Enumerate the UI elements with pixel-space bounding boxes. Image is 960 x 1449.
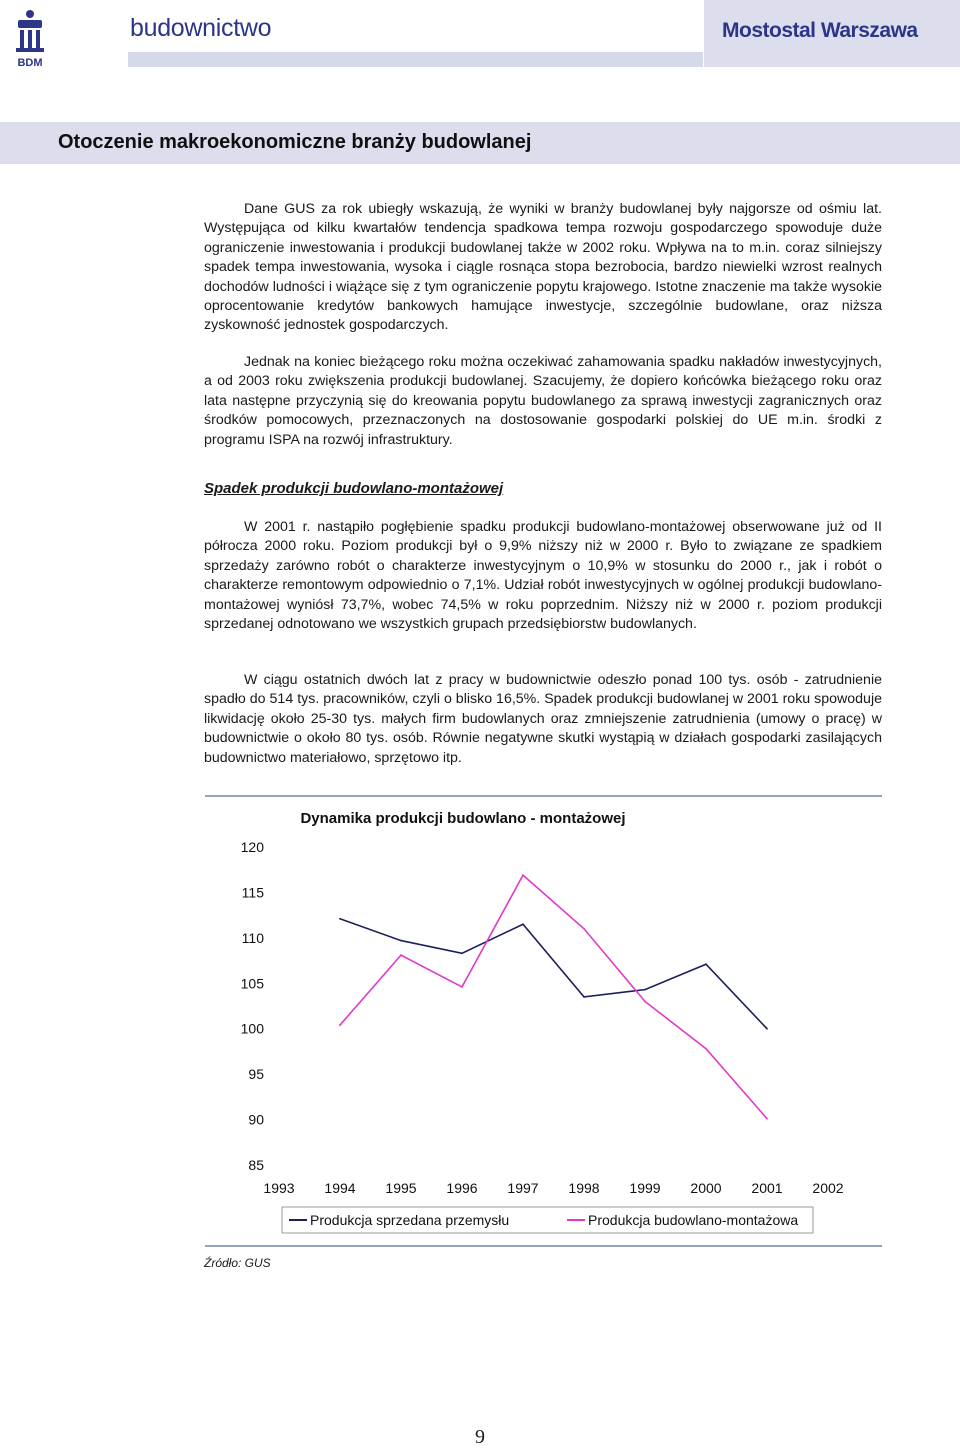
source-note: Źródło: GUS: [204, 1256, 271, 1270]
y-tick-label: 90: [248, 1111, 264, 1128]
subsection-title: Spadek produkcji budowlano-montażowej: [204, 480, 504, 497]
x-tick-label: 1999: [629, 1180, 661, 1196]
data-point: [766, 1118, 768, 1120]
header-company-title: Mostostal Warszawa: [722, 19, 918, 42]
x-tick-label: 1994: [324, 1180, 356, 1196]
data-point: [461, 986, 463, 988]
x-tick-label: 2001: [751, 1180, 783, 1196]
series-line-2: [340, 875, 767, 1118]
paragraph-text: W ciągu ostatnich dwóch lat z pracy w budownictwie odeszło ponad 100 tys. osób - zatrudnienie spadło do 514 tys. pracowników, czyli o blisko 16,5%. Spadek produkcji budowlanej w 2001 roku spowoduje likwidację około 25-30 tys. małych firm budowlanych oraz zmniejszenie zatrudnienia (umowy o pracę) w budownictwie o około 80 tys. osób. Równie negatywne skutki wystąpią w działach gospodarki zasilających budownictwo materiałowo, sprzętowo itp.: [204, 672, 882, 766]
data-point: [644, 989, 646, 991]
x-tick-label: 2002: [812, 1180, 844, 1196]
chart-bottom-rule: [205, 1245, 882, 1247]
x-tick-label: 1995: [385, 1180, 417, 1196]
data-point: [522, 923, 524, 925]
header-band: [128, 52, 703, 67]
line-chart: [205, 798, 882, 1243]
data-point: [644, 1001, 646, 1003]
y-tick-label: 115: [241, 884, 264, 901]
series-line-1: [340, 919, 767, 1029]
x-tick-label: 1998: [568, 1180, 600, 1196]
chart-top-rule: [205, 795, 882, 797]
y-tick-label: 85: [248, 1157, 264, 1173]
data-point: [339, 918, 341, 920]
data-point: [400, 940, 402, 942]
y-tick-label: 120: [240, 839, 264, 855]
data-point: [583, 996, 585, 998]
data-point: [583, 928, 585, 930]
y-tick-label: 95: [248, 1066, 264, 1083]
x-tick-label: 1993: [263, 1180, 295, 1196]
data-point: [461, 952, 463, 954]
paragraph-text: Dane GUS za rok ubiegły wskazują, że wyniki w branży budowlanej były najgorsze od ośmiu lat. Występująca od kilku kwartałów tendencja spadkowa tempa rozwoju gospodarczego spowoduje duże ograniczenie inwestowania i produkcji budowlanej także w 2002 roku. Wpływa na to m.in. coraz silniejszy spadek tempa inwestowania, wysoka i ciągle rosnąca stopa bezrobocia, bardzo niewielki wzrost realnych dochodów ludności i wiążące się z tym ograniczenie popytu krajowego. Istotne znaczenie ma także wysokie oprocentowanie kredytów bankowych hamujące inwestycje, szczególnie budowlane, oraz niższa zyskowność jednostek gospodarczych.: [204, 201, 882, 334]
data-point: [705, 963, 707, 965]
section-title: Otoczenie makroekonomiczne branży budowlanej: [58, 131, 532, 153]
legend-label: Produkcja sprzedana przemysłu: [310, 1212, 510, 1228]
paragraph: [204, 518, 882, 634]
data-point: [400, 954, 402, 956]
paragraph: [204, 353, 882, 450]
paragraph-text: Jednak na koniec bieżącego roku można oczekiwać zahamowania spadku nakładów inwestycyjnych, a od 2003 roku zwiększenia produkcji budowlanej. Szacujemy, że dopiero końcówka bieżącego roku oraz lata następne przyczynią się do kreowania popytu budowlanego za sprawą inwestycji zagranicznych oraz środków pomocowych, przeznaczonych na dostosowanie gospodarki polskiej do UE m.in. środki z programu ISPA na rozwój infrastruktury.: [204, 354, 882, 448]
logo-text: BDM: [17, 57, 43, 69]
x-tick-label: 2000: [690, 1180, 722, 1196]
x-tick-label: 1997: [507, 1180, 539, 1196]
y-tick-label: 100: [240, 1020, 264, 1037]
paragraph: [204, 671, 882, 768]
y-tick-label: 105: [240, 975, 264, 992]
paragraph-text: W 2001 r. nastąpiło pogłębienie spadku produkcji budowlano-montażowej obserwowane już od II półrocza 2000 roku. Poziom produkcji był o 9,9% niższy niż w 2000 r. Było to związane ze spadkiem sprzedaży zarówno robót o charakterze inwestycyjnym o 10,9% w stosunku do 2000 r., jak i robót o charakterze remontowym odpowiednio o 7,1%. Udział robót inwestycyjnych w ogólnej produkcji budowlano-montażowej wyniósł 73,7%, wobec 74,5% w roku poprzednim. Niższy niż w 2000 r. poziom produkcji sprzedanej odnotowano we wszystkich grupach przedsiębiorstw budowlanych.: [204, 519, 882, 633]
data-point: [766, 1028, 768, 1030]
data-point: [522, 874, 524, 876]
legend-label: Produkcja budowlano-montażowa: [588, 1212, 799, 1228]
x-tick-label: 1996: [446, 1180, 478, 1196]
page-number: 9: [475, 1426, 485, 1448]
data-point: [339, 1024, 341, 1026]
bdm-logo: [8, 6, 52, 70]
data-point: [705, 1048, 707, 1050]
header-section-title: budownictwo: [130, 14, 272, 42]
y-tick-label: 110: [241, 929, 264, 946]
chart-title: Dynamika produkcji budowlano - montażowej: [300, 810, 626, 827]
paragraph: [204, 200, 882, 336]
